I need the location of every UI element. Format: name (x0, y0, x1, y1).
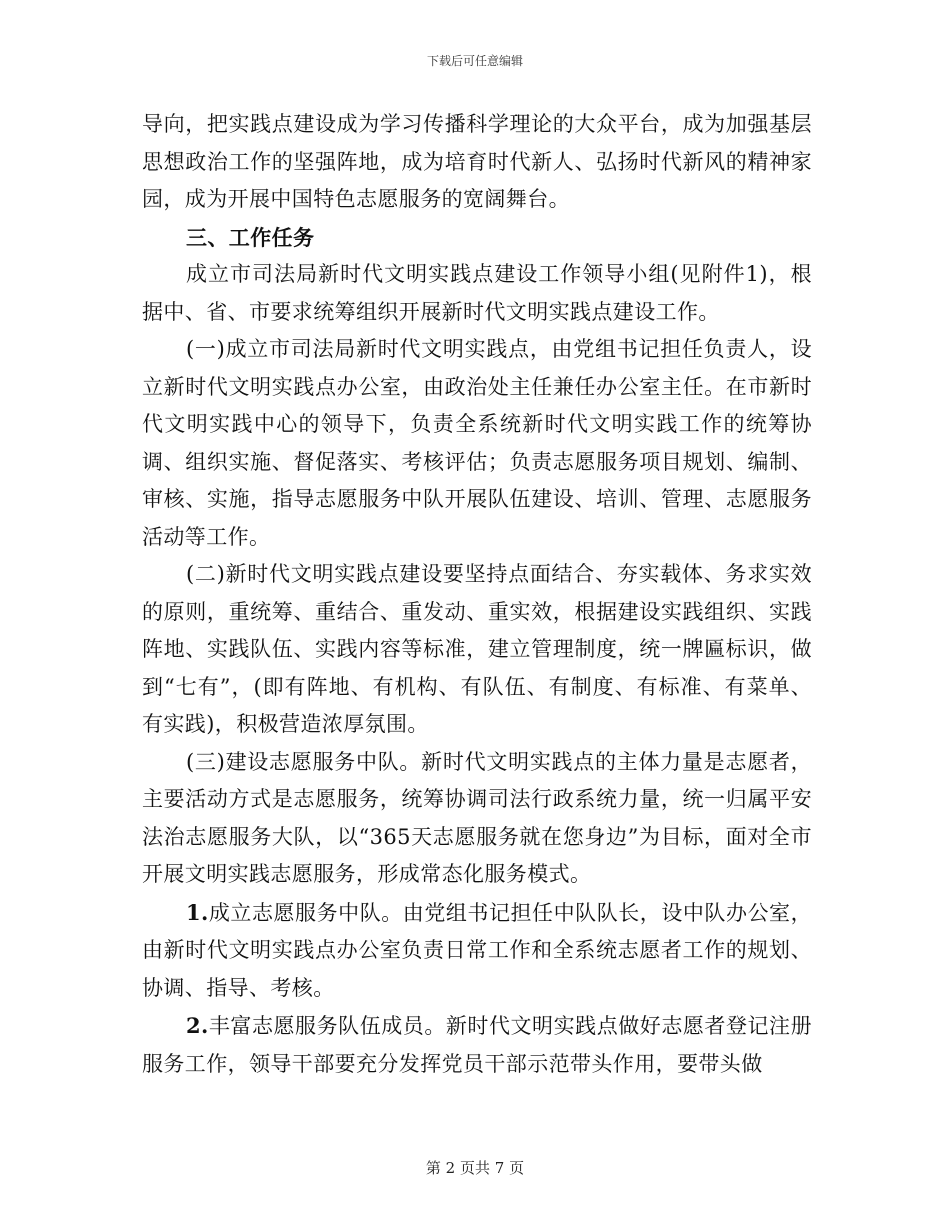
document-body (142, 106, 812, 1083)
paragraph-subitem-one (142, 894, 812, 1008)
paragraph-continuation: 导向，把实践点建设成为学习传播科学理论的大众平台，成为加强基层思想政治工作的坚强阵地，成为培育时代新人、弘扬时代新风的精神家园，成为开展中国特色志愿服务的宽阔舞台。 (142, 112, 812, 211)
page-number-footer: 第 2 页共 7 页 (425, 1159, 525, 1177)
subitem-number: 2. (186, 1013, 209, 1038)
section-title: 三、工作任务 (186, 224, 315, 250)
paragraph-subitem-two (142, 1007, 812, 1083)
paragraph-item-one: (一)成立市司法局新时代文明实践点，由党组书记担任负责人，设立新时代文明实践点办公室，由政治处主任兼任办公室主任。在市新时代文明实践中心的领导下，负责全系统新时代文明实践工作的统筹协调、组织实施、督促落实、考核评估；负责志愿服务项目规划、编制、审核、实施，指导志愿服务中队开展队伍建设、培训、管理、志愿服务活动等工作。 (142, 337, 812, 549)
paragraph-item-two: (二)新时代文明实践点建设要坚持点面结合、夯实载体、务求实效的原则，重统筹、重结合、重发动、重实效，根据建设实践组织、实践阵地、实践队伍、实践内容等标准，建立管理制度，统一牌匾标识，做到“七有”，(即有阵地、有机构、有队伍、有制度、有标准、有菜单、有实践)，积极营造浓厚氛围。 (142, 562, 812, 736)
subitem-text: 成立志愿服务中队。由党组书记担任中队队长，设中队办公室，由新时代文明实践点办公室负责日常工作和全系统志愿者工作的规划、协调、指导、考核。 (142, 900, 812, 1000)
subitem-number: 1. (186, 899, 209, 925)
subitem-text: 丰富志愿服务队伍成员。新时代文明实践点做好志愿者登记注册服务工作，领导干部要充分发挥党员干部示范带头作用，要带头做 (142, 1014, 812, 1076)
header-note: 下载后可任意编辑 (426, 54, 523, 68)
paragraph-item-three: (三)建设志愿服务中队。新时代文明实践点的主体力量是志愿者，主要活动方式是志愿服务，统筹协调司法行政系统力量，统一归属平安法治志愿服务大队，以“365天志愿服务就在您身边”为目标，面对全市开展文明实践志愿服务，形成常态化服务模式。 (142, 749, 812, 886)
paragraph-leading-group: 成立市司法局新时代文明实践点建设工作领导小组(见附件1)，根据中、省、市要求统筹组织开展新时代文明实践点建设工作。 (142, 262, 812, 324)
